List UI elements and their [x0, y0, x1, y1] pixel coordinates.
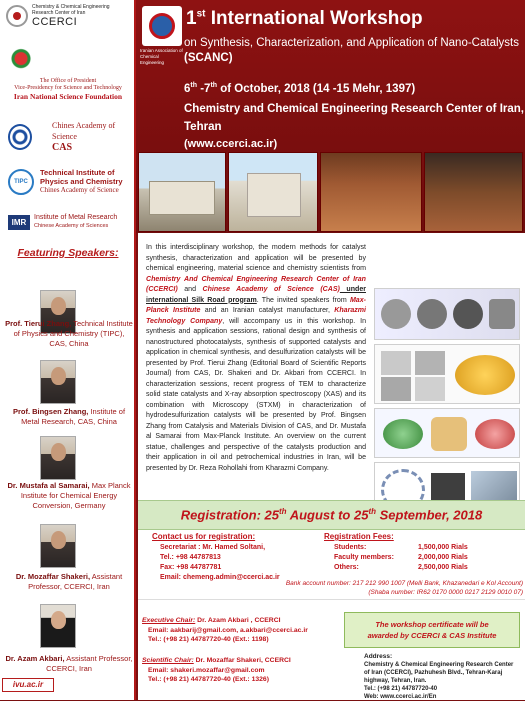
speaker-caption [4, 654, 134, 674]
tipc-line1: Technical Institute of [40, 168, 115, 177]
address-line: of Iran (CCERCI), Pazhuhesh Blvd., Tehran-Karaj [364, 670, 503, 676]
cas-line2: CAS [52, 142, 73, 153]
reg-c: September, 2018 [376, 507, 483, 523]
iran-emblem-icon [8, 46, 34, 74]
cas-emblem-icon [8, 124, 32, 150]
office-line2: Vice-Presidency for Science and Technology [14, 85, 122, 91]
assoc-line2: Chemical Engineering [140, 54, 165, 65]
fee-value: 2,000,000 Rials [418, 554, 468, 561]
building-photo [138, 152, 226, 232]
divider [138, 599, 525, 600]
event-dates [184, 82, 415, 95]
subtitle [184, 36, 524, 66]
speaker-affiliation: Assistant Professor, CCERCI, Iran [28, 572, 123, 591]
tipc-line3: Chines Academy of Science [40, 186, 119, 194]
ivu-watermark: ivu.ac.ir [2, 678, 54, 692]
address-label: Address: [364, 653, 393, 660]
address-line: Tel.: (+98 21) 44787720-40 [364, 686, 438, 692]
title-rest: International Workshop [205, 8, 423, 29]
speaker-name: Prof. Tierui Zhang, [5, 319, 72, 328]
abstract-silk: under international Silk Road program [146, 286, 366, 304]
website-link[interactable]: (www.ccerci.ac.ir) [184, 138, 278, 150]
scientific-chair [142, 656, 291, 685]
speaker-photo [40, 360, 76, 404]
address-line: highway, Tehran, Iran. [364, 678, 427, 684]
campus-photo [228, 152, 318, 232]
insf-name: Iran National Science Foundation [13, 92, 123, 101]
speaker-affiliation: Max Planck Institute for Chemical Energy Conversion, Germany [20, 481, 131, 510]
speaker-photo [40, 436, 76, 480]
bank-info [268, 579, 523, 597]
subtitle-text: on Synthesis, Characterization, and Application of Nano-Catalysts [184, 37, 519, 49]
abstract-p4: , will accompany us in this workshop. In synthesis and application sessions, rational design and synthesis of nanostructured photocatalysts, synthesis of supported catalysts and application in chemical synthesis, and desulfurization catalysts will be presented by Prof. Tierui Zhang (Editorial Board of Scientific Reports Journal) from CAS, Dr. Shakeri and Dr. Akbari from CCERCI. In characterization sessions, recent progress of TEM to characterize solid state catalysts and X-ray absorption spectroscopy (XAS) and its combination with Microscopy (STXM) in characterization of hydrodesulfurization catalysts will be presented by Prof. Bingsen Zhang from Catalysis and Materials Division of CAS, and Dr. Mustafa al Samarai from Max-Planck Institute. An overview on the current statue, challenges and perspective of the catalysts production and their application in oil and petrochemical industries in Iran, will be presented by Dr. Reza Rohollahi from Kharazmi Company. [146, 317, 366, 472]
speaker-caption [4, 481, 134, 511]
catalyst-figures [374, 288, 520, 518]
abstract-org1: Chemistry And Chemical Engineering Research Center of Iran (CCERCI) [146, 275, 366, 293]
tipc-emblem-icon: TIPC [8, 169, 34, 195]
iace-caption [140, 48, 184, 66]
speaker-affiliation: Institute of Metal Research, CAS, China [21, 407, 126, 426]
imr-line2: Chinese Academy of Sciences [34, 223, 109, 229]
ccerci-emblem-icon [6, 5, 28, 27]
abstract-p1: In this interdisciplinary workshop, the modern methods for catalyst synthesis, characterization and application will be presented by chemical engineering, material science and chemistry scientists from [146, 244, 366, 272]
main-content [138, 233, 525, 700]
reg-b: August to 25 [286, 507, 369, 523]
dates-a: 6 [184, 82, 191, 95]
dates-sup1: th [190, 82, 198, 89]
ccerci-name: CCERCI [32, 16, 78, 28]
page-title [186, 8, 423, 30]
dates-sup2: th [210, 82, 218, 89]
speaker-name: Prof. Bingsen Zhang, [12, 407, 89, 416]
insf-block [0, 78, 136, 101]
ccerci-line2: Research Center of Iran [32, 10, 86, 16]
header-banner [136, 0, 525, 233]
exec-email[interactable]: Email: aakbarij@gmail.com, a.akbari@ccerci.ac.ir [148, 626, 308, 634]
exec-tel: Tel.: (+98 21) 44787720-40 (Ext.: 1198) [148, 636, 269, 643]
dates-b: -7 [197, 82, 211, 95]
abstract-kharazmi: Kharazmi Technology Company [146, 307, 366, 325]
imr-logo [8, 214, 117, 230]
dates-c: of October, 2018 (14 -15 Mehr, 1397) [217, 82, 416, 95]
address-line: Chemistry & Chemical Engineering Research Center [364, 662, 514, 668]
bank-account: Bank account number: 217 212 990 1007 (Melli Bank, Khazanedari e Kol Account) [285, 580, 523, 587]
speaker-photo [40, 604, 76, 648]
speaker-affiliation: Assistant Professor, CCERCI, Iran [46, 654, 133, 673]
imr-mark: IMR [8, 215, 30, 230]
office-line1: The Office of President [39, 78, 97, 84]
abstract-and: and [177, 286, 203, 293]
secretariat: Secretariat : Mr. Hamed Soltani, [160, 544, 266, 551]
speakers-title: Featuring Speakers: [17, 247, 119, 259]
certificate-note [344, 612, 520, 648]
cert-line2: awarded by CCERCI & CAS Institute [367, 631, 497, 640]
conference-photo [424, 152, 523, 232]
title-sup: st [196, 8, 206, 20]
reg-sup2: th [368, 507, 376, 517]
abstract-p3: and an Iranian catalyst manufacturer, [200, 307, 335, 314]
address-web[interactable]: Web: www.ccerci.ac.ir/En [364, 694, 437, 700]
speaker-affiliation: Technical Institute of Physics and Chemistry (TIPC), CAS, China [13, 319, 133, 348]
fee-label: Faculty members: [334, 554, 394, 561]
figure-panel [374, 408, 520, 458]
registration-banner [138, 500, 525, 530]
cert-line1: The workshop certificate will be [375, 620, 489, 629]
sci-tel: Tel.: (+98 21) 44787720-40 (Ext.: 1326) [148, 676, 269, 683]
iace-logo-icon [142, 6, 182, 46]
fee-label: Students: [334, 544, 367, 551]
tipc-line2: Physics and Chemistry [40, 177, 123, 186]
speaker-name: Dr. Mustafa al Samarai, [7, 481, 90, 490]
figure-panel [374, 344, 520, 404]
subtitle-acronym: (SCANC) [184, 52, 233, 64]
address-block [364, 653, 519, 701]
imr-line1: Institute of Metal Research [34, 214, 118, 221]
speaker-caption [4, 319, 134, 349]
reg-a: Registration: 25 [180, 507, 280, 523]
exec-label: Executive Chair: [142, 617, 196, 624]
ccerci-line1: Chemistry & Chemical Engineering [32, 4, 110, 10]
contact-fax: Fax: +98 44787781 [160, 564, 222, 571]
exec-name: Dr. Azam Akbari , CCERCI [195, 617, 281, 624]
cas-logo [8, 120, 134, 153]
speaker-caption [4, 572, 134, 592]
assoc-line1: Iranian Association of [140, 48, 183, 53]
shaba-number: (Shaba number: IR62 0170 0000 0217 2129 0010 07) [368, 589, 523, 596]
fee-label: Others: [334, 564, 359, 571]
abstract-text [146, 243, 366, 474]
title-number: 1 [186, 8, 197, 29]
speaker-caption [4, 407, 134, 427]
audience-photo [320, 152, 422, 232]
speaker-name: Dr. Azam Akbari, [5, 654, 65, 663]
speaker-photo [40, 524, 76, 568]
executive-chair [142, 616, 308, 645]
reg-sup1: th [279, 507, 287, 517]
fees-title: Registration Fees: [324, 532, 394, 541]
ccerci-logo [6, 4, 110, 28]
registration-dates [181, 507, 482, 522]
figure-panel [374, 288, 520, 340]
contact-email[interactable]: Email: chemeng.admin@ccerci.ac.ir [160, 574, 280, 581]
contact-details [160, 543, 280, 583]
sci-email[interactable]: Email: shakeri.mozaffar@gmail.com [148, 666, 265, 674]
abstract-p2: . The invited speakers from [256, 296, 350, 304]
abstract-org2: Chinese Academy of Science (CAS) [202, 286, 340, 293]
tipc-logo [8, 168, 123, 195]
fee-value: 1,500,000 Rials [418, 544, 468, 551]
sci-label: Scientific Chair: [142, 657, 194, 664]
fee-value: 2,500,000 Rials [418, 564, 468, 571]
abstract-mpi: Max-Planck Institute [146, 296, 366, 314]
cas-line1: Chines Academy of Science [52, 121, 116, 141]
sidebar [0, 0, 136, 700]
contact-title: Contact us for registration: [152, 532, 256, 541]
venue: Chemistry and Chemical Engineering Research Center of Iran, Tehran [184, 103, 524, 133]
speaker-name: Dr. Mozaffar Shakeri, [15, 572, 91, 581]
sci-name: Dr. Mozaffar Shakeri, CCERCI [193, 657, 291, 664]
contact-tel: Tel.: +98 44787813 [160, 554, 221, 561]
